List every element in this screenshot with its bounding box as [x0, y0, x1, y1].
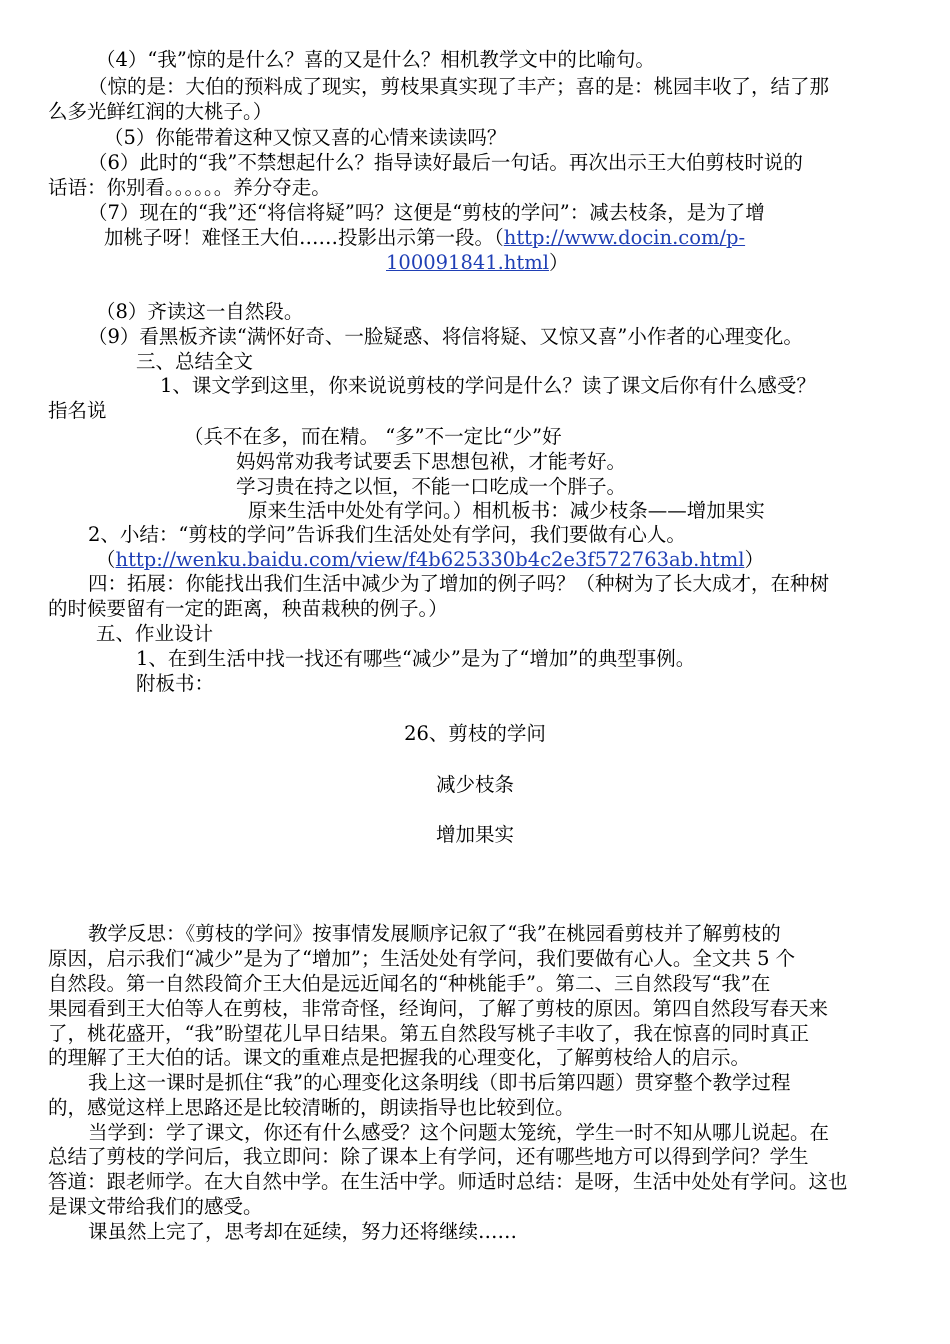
reflection-p1-line4: 果园看到王大伯等人在剪枝，非常奇怪，经询问，了解了剪枝的原因。第四自然段写春天来 — [48, 997, 829, 1020]
reflection-p1-line3: 自然段。第一自然段简介王大伯是远近闻名的“种桃能手”。第二、三自然段写“我”在 — [48, 972, 771, 995]
section4-line2: 的时候要留有一定的距离，秧苗栽秧的例子。） — [48, 597, 448, 620]
step5: （5）你能带着这种又惊又喜的心情来读读吗？ — [104, 126, 507, 149]
section3-heading: 三、总结全文 — [136, 350, 254, 373]
board-label: 附板书： — [136, 672, 215, 695]
example-line-1: （兵不在多，而在精。 “多”不一定比“少”好 — [184, 425, 562, 448]
section5-item1: 1、在到生活中找一找还有哪些“减少”是为了“增加”的典型事例。 — [136, 647, 696, 670]
board-line2: 增加果实 — [435, 823, 514, 846]
step7-line2-text: 加桃子呀！难怪王大伯……投影出示第一段。（ — [104, 226, 504, 249]
reflection-p3-line4: 是课文带给我们的感受。 — [48, 1195, 263, 1218]
reflection-p3-line1: 当学到：学了课文，你还有什么感受？这个问题太笼统，学生一时不知从哪儿说起。在 — [88, 1121, 830, 1144]
step6-line2: 话语：你别看。。。。。。养分夺走。 — [48, 176, 331, 199]
wenku-close-paren: ） — [744, 548, 764, 571]
docin-link-continued[interactable]: 100091841.html — [386, 251, 549, 274]
section5-heading: 五、作业设计 — [96, 622, 214, 645]
step7-line3 — [386, 251, 569, 275]
wenku-link[interactable]: http://wenku.baidu.com/view/f4b625330b4c2e3f572763ab.html — [115, 548, 745, 571]
step9: （9）看黑板齐读“满怀好奇、一脸疑惑、将信将疑、又惊又喜”小作者的心理变化。 — [88, 325, 803, 348]
section3-q1-line2: 指名说 — [48, 399, 107, 422]
wenku-link-line — [96, 548, 764, 572]
reflection-p3-line2: 总结了剪枝的学问后，我立即问：除了课本上有学问，还有哪些地方可以得到学问？学生 — [48, 1145, 809, 1168]
step4-line1: （4）“我”惊的是什么？喜的又是什么？相机教学文中的比喻句。 — [96, 48, 655, 71]
reflection-p2-line1: 我上这一课时是抓住“我”的心理变化这条明线（即书后第四题）贯穿整个教学过程 — [88, 1071, 791, 1094]
step4-line3: 么多光鲜红润的大桃子。） — [48, 100, 273, 123]
reflection-p4: 课虽然上完了，思考却在延续，努力还将继续…… — [88, 1220, 518, 1243]
step7-line2 — [104, 226, 745, 250]
reflection-p3-line3: 答道：跟老师学。在大自然中学。在生活中学。师适时总结：是呀，生活中处处有学问。这也 — [48, 1170, 848, 1193]
section3-q1-line1: 1、课文学到这里，你来说说剪枝的学问是什么？读了课文后你有什么感受？ — [160, 374, 816, 397]
section3-summary: 2、小结：“剪枝的学问”告诉我们生活处处有学问，我们要做有心人。 — [88, 523, 686, 546]
reflection-p1-line6: 的理解了王大伯的话。课文的重难点是把握我的心理变化，了解剪枝给人的启示。 — [48, 1046, 751, 1069]
reflection-p2-line2: 的，感觉这样上思路还是比较清晰的，朗读指导也比较到位。 — [48, 1096, 575, 1119]
section4-line1: 四：拓展：你能找出我们生活中减少为了增加的例子吗？（种树为了长大成才，在种树 — [88, 572, 830, 595]
board-title: 26、剪枝的学问 — [404, 722, 546, 745]
step7-close-paren: ） — [548, 251, 569, 274]
wenku-open-paren: （ — [96, 548, 116, 571]
example-line-3: 学习贵在持之以恒，不能一口吃成一个胖子。 — [236, 475, 627, 498]
reflection-p1-line2: 原因，启示我们“减少”是为了“增加”；生活处处有学问，我们要做有心人。全文共 5 个 — [48, 947, 796, 970]
step4-line2: （惊的是：大伯的预料成了现实，剪枝果真实现了丰产；喜的是：桃园丰收了，结了那 — [88, 75, 830, 98]
step8: （8）齐读这一自然段。 — [96, 300, 304, 323]
board-line1: 减少枝条 — [435, 773, 514, 796]
step6-line1: （6）此时的“我”不禁想起什么？指导读好最后一句话。再次出示王大伯剪枝时说的 — [88, 151, 803, 174]
example-line-2: 妈妈常劝我考试要丢下思想包袱，才能考好。 — [236, 450, 627, 473]
reflection-p1-line1: 教学反思：《剪枝的学问》按事情发展顺序记叙了“我”在桃园看剪枝并了解剪枝的 — [88, 922, 781, 945]
docin-link[interactable]: http://www.docin.com/p- — [503, 226, 746, 249]
step7-line1: （7）现在的“我”还“将信将疑”吗？这便是“剪枝的学问”：减去枝条，是为了增 — [88, 201, 765, 224]
example-line-4: 原来生活中处处有学问。）相机板书：减少枝条——增加果实 — [248, 499, 765, 522]
reflection-p1-line5: 了，桃花盛开，“我”盼望花儿早日结果。第五自然段写桃子丰收了，我在惊喜的同时真正 — [48, 1022, 809, 1045]
